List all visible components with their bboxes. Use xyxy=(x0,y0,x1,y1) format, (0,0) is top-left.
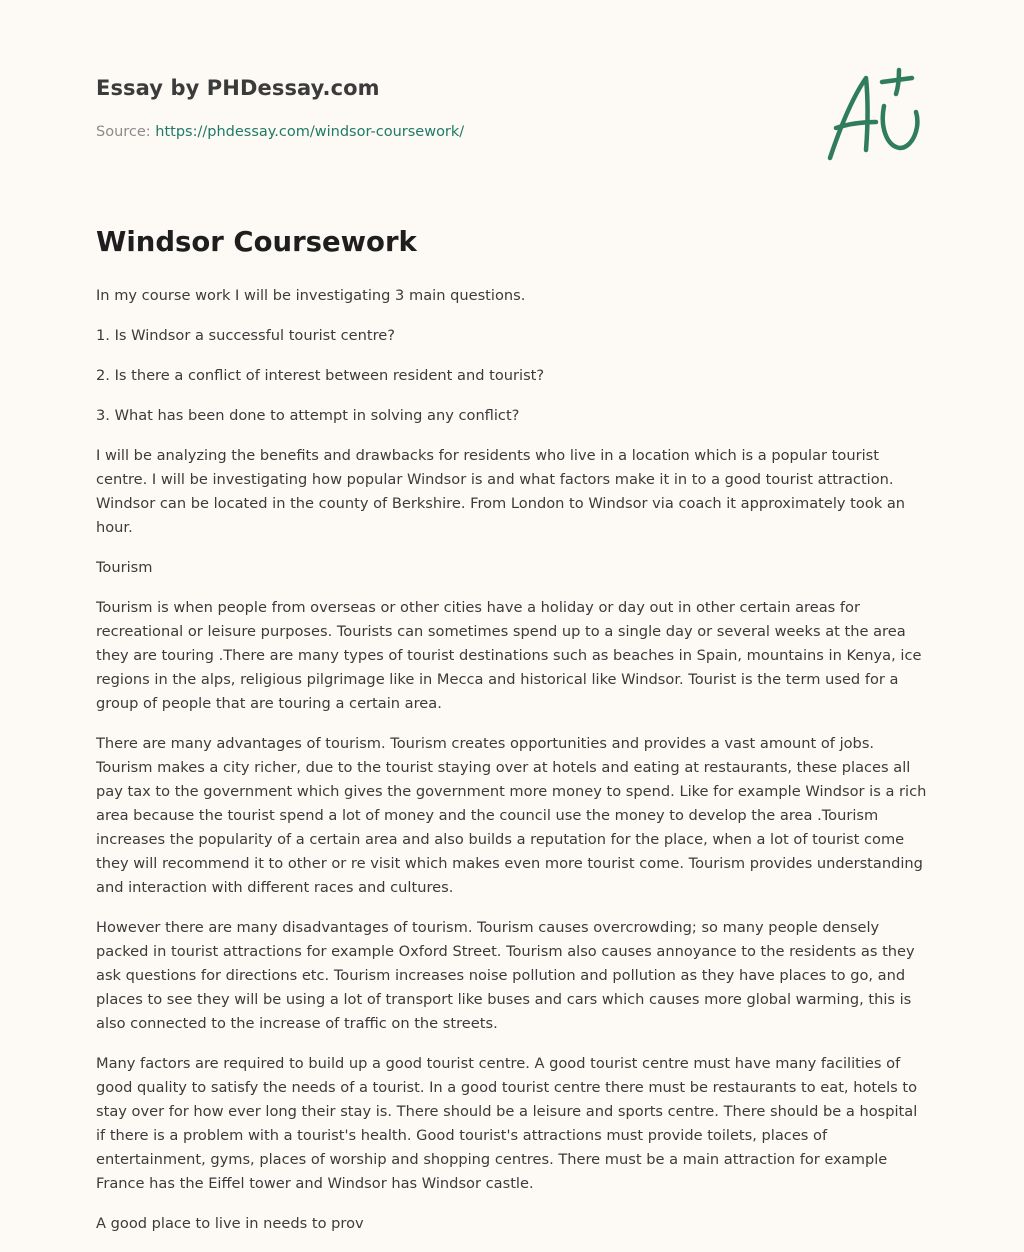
source-line xyxy=(96,124,464,140)
paragraph: In my course work I will be investigating 3 main questions. xyxy=(96,287,526,304)
site-title: Essay by PHDessay.com xyxy=(96,76,380,100)
paragraph-truncated: A good place to live in needs to prov xyxy=(96,1215,364,1232)
essay-title: Windsor Coursework xyxy=(96,226,417,258)
essay-body xyxy=(96,284,928,1252)
paragraph: 2. Is there a conflict of interest between resident and tourist? xyxy=(96,367,545,384)
paragraph: 1. Is Windsor a successful tourist centre? xyxy=(96,327,396,344)
source-link[interactable]: https://phdessay.com/windsor-coursework/ xyxy=(155,124,465,140)
paragraph: Many factors are required to build up a good tourist centre. A good tourist centre must have many facilities of good quality to satisfy the needs of a tourist. In a good tourist centre there must be restaurants to eat, hotels to stay over for how ever long their stay is. There should be a leisure and sports centre. There should be a hospital if there is a problem with a tourist's health. Good tourist's attractions must provide toilets, places of entertainment, gyms, places of worship and shopping centres. There must be a main attraction for example France has the Eiffel tower and Windsor has Windsor castle. xyxy=(96,1055,918,1192)
paragraph: Tourism is when people from overseas or other cities have a holiday or day out in other certain areas for recreational or leisure purposes. Tourists can sometimes spend up to a single day or several weeks at the area they are touring .There are many types of tourist destinations such as beaches in Spain, mountains in Kenya, ice regions in the alps, religious pilgrimage like in Mecca and historical like Windsor. Tourist is the term used for a group of people that are touring a certain area. xyxy=(96,599,922,712)
paragraph: 3. What has been done to attempt in solving any conflict? xyxy=(96,407,520,424)
paragraph: However there are many disadvantages of tourism. Tourism causes overcrowding; so many people densely packed in tourist attractions for example Oxford Street. Tourism also causes annoyance to the residents as they ask questions for directions etc. Tourism increases noise pollution and pollution as they have places to go, and places to see they will be using a lot of transport like buses and cars which causes more global warming, this is also connected to the increase of traffic on the streets. xyxy=(96,919,915,1032)
paragraph: I will be analyzing the benefits and drawbacks for residents who live in a location which is a popular tourist centre. I will be investigating how popular Windsor is and what factors make it in to a good tourist attraction. Windsor can be located in the county of Berkshire. From London to Windsor via coach it approximately took an hour. xyxy=(96,447,906,536)
paragraph: There are many advantages of tourism. Tourism creates opportunities and provides a vast amount of jobs. Tourism makes a city richer, due to the tourist staying over at hotels and eating at restaurants, these places all pay tax to the government which gives the government more money to spend. Like for example Windsor is a rich area because the tourist spend a lot of money and the council use the money to develop the area .Tourism increases the popularity of a certain area and also builds a reputation for the place, when a lot of tourist come they will recommend it to other or re visit which makes even more tourist come. Tourism provides understanding and interaction with different races and cultures. xyxy=(96,735,927,896)
page-header xyxy=(96,76,928,140)
a-plus-grade-logo-icon xyxy=(822,66,926,166)
source-label: Source: xyxy=(96,124,151,140)
section-heading: Tourism xyxy=(96,559,153,576)
